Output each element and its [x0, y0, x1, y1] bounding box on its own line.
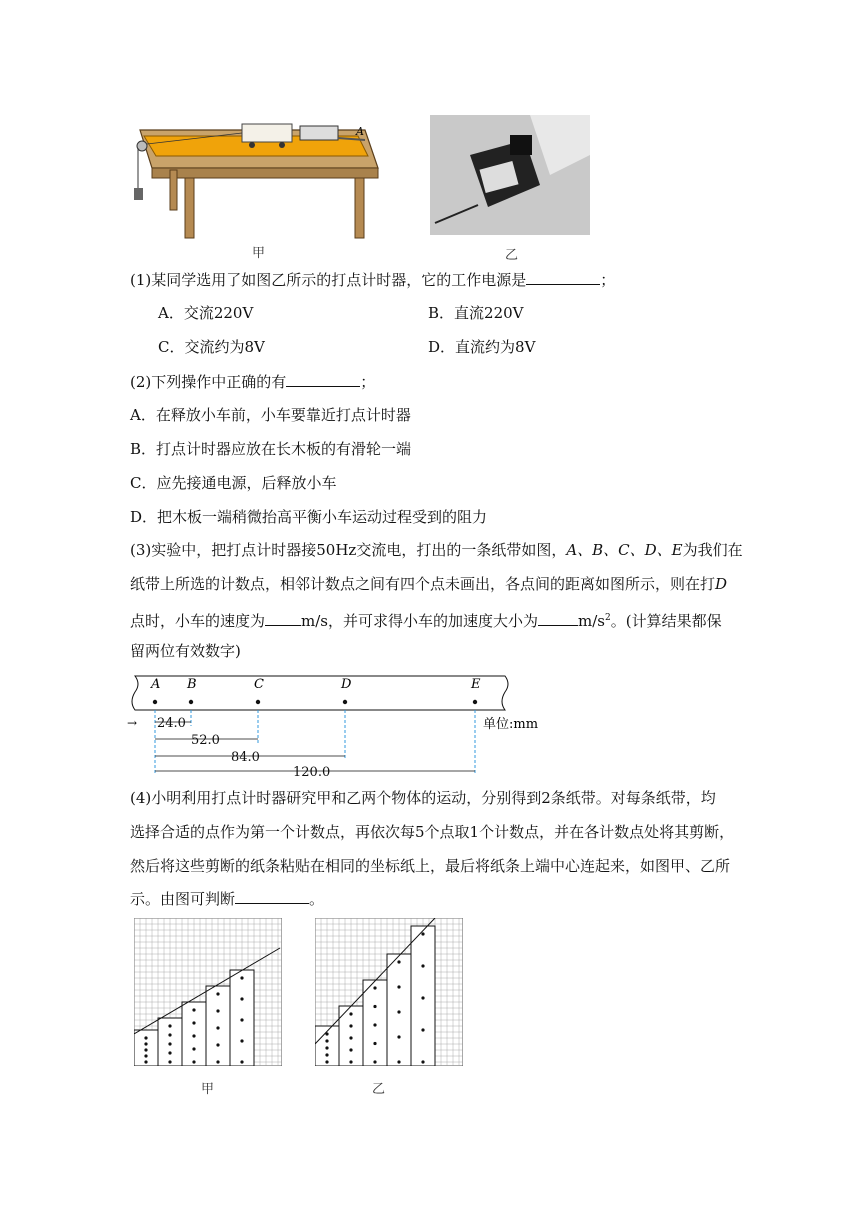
- tape-point-label: E: [471, 677, 481, 692]
- tape-distance-label: 52.0: [191, 733, 220, 748]
- tape-distance-label: 120.0: [293, 765, 331, 777]
- q3-line-2: 纸带上所选的计数点，相邻计数点之间有四个点未画出，各点间的距离如图所示，则在打D: [130, 575, 728, 593]
- tape-unit: 单位:mm: [483, 717, 539, 732]
- q1-option-c: C．交流约为8V: [158, 338, 265, 356]
- graph-yi: [315, 918, 463, 1066]
- q1-option-a: A．交流220V: [158, 304, 254, 322]
- tape-point-label: B: [187, 677, 197, 692]
- tape-point: [256, 700, 260, 704]
- q4-line-4: 示。由图可判断 。: [130, 890, 325, 908]
- figure-caption-left: 甲: [252, 246, 266, 261]
- q2-option-b: B．打点计时器应放在长木板的有滑轮一端: [130, 440, 412, 458]
- figure-timer-photo: [430, 115, 590, 235]
- tape-point-label: D: [341, 677, 352, 692]
- q3-line-4: 留两位有效数字): [130, 642, 241, 660]
- q4-line-1: (4)小明利用打点计时器研究甲和乙两个物体的运动，分别得到2条纸带。对每条纸带，均: [130, 789, 716, 807]
- tape-distance-label: 84.0: [231, 750, 260, 765]
- q3-line-3: 点时，小车的速度为 m/s，并可求得小车的加速度大小为 $m/s^2$。(计算结果都保: [130, 612, 722, 630]
- q4-line-3: 然后将这些剪断的纸条粘贴在相同的坐标纸上，最后将纸条上端中心连起来，如图甲、乙所: [130, 857, 731, 875]
- tape-point-label: C: [254, 677, 264, 692]
- paper-strip: [411, 926, 435, 1066]
- q2-option-a: A．在释放小车前，小车要靠近打点计时器: [130, 406, 411, 424]
- tape-point: [473, 700, 477, 704]
- q2-stem: (2)下列操作中正确的有 ；: [130, 373, 376, 391]
- figure-table-setup: [130, 118, 385, 240]
- q1-option-b: B．直流220V: [428, 304, 524, 322]
- tape-point: [153, 700, 157, 704]
- q4-line-2: 选择合适的点作为第一个计数点，再依次每5个点取1个计数点，并在各计数点处将其剪断，: [130, 823, 735, 841]
- svg-text:→: →: [127, 716, 138, 730]
- graph-caption-yi: 乙: [372, 1082, 386, 1097]
- tape-point: [343, 700, 347, 704]
- figure-caption-right: 乙: [505, 248, 519, 263]
- tape-figure: [125, 672, 555, 777]
- graph-jia: [134, 918, 282, 1066]
- paper-strip: [206, 986, 230, 1066]
- paper-strip: [230, 970, 254, 1066]
- label-a: A: [356, 125, 364, 138]
- paper-strip: [363, 980, 387, 1066]
- q2-option-c: C．应先接通电源，后释放小车: [130, 474, 337, 492]
- tape-distance-label: 24.0: [157, 716, 186, 731]
- q1-option-d: D．直流约为8V: [428, 338, 536, 356]
- q2-option-d: D．把木板一端稍微抬高平衡小车运动过程受到的阻力: [130, 508, 488, 526]
- tape-point: [189, 700, 193, 704]
- graph-caption-jia: 甲: [201, 1082, 215, 1097]
- q1-stem: (1)某同学选用了如图乙所示的打点计时器，它的工作电源是 ；: [130, 271, 616, 289]
- paper-strip: [387, 954, 411, 1066]
- q3-line-1: (3)实验中，把打点计时器接50Hz交流电，打出的一条纸带如图，A、B、C、D、E为我们在: [130, 541, 743, 559]
- tape-point-label: A: [151, 677, 161, 692]
